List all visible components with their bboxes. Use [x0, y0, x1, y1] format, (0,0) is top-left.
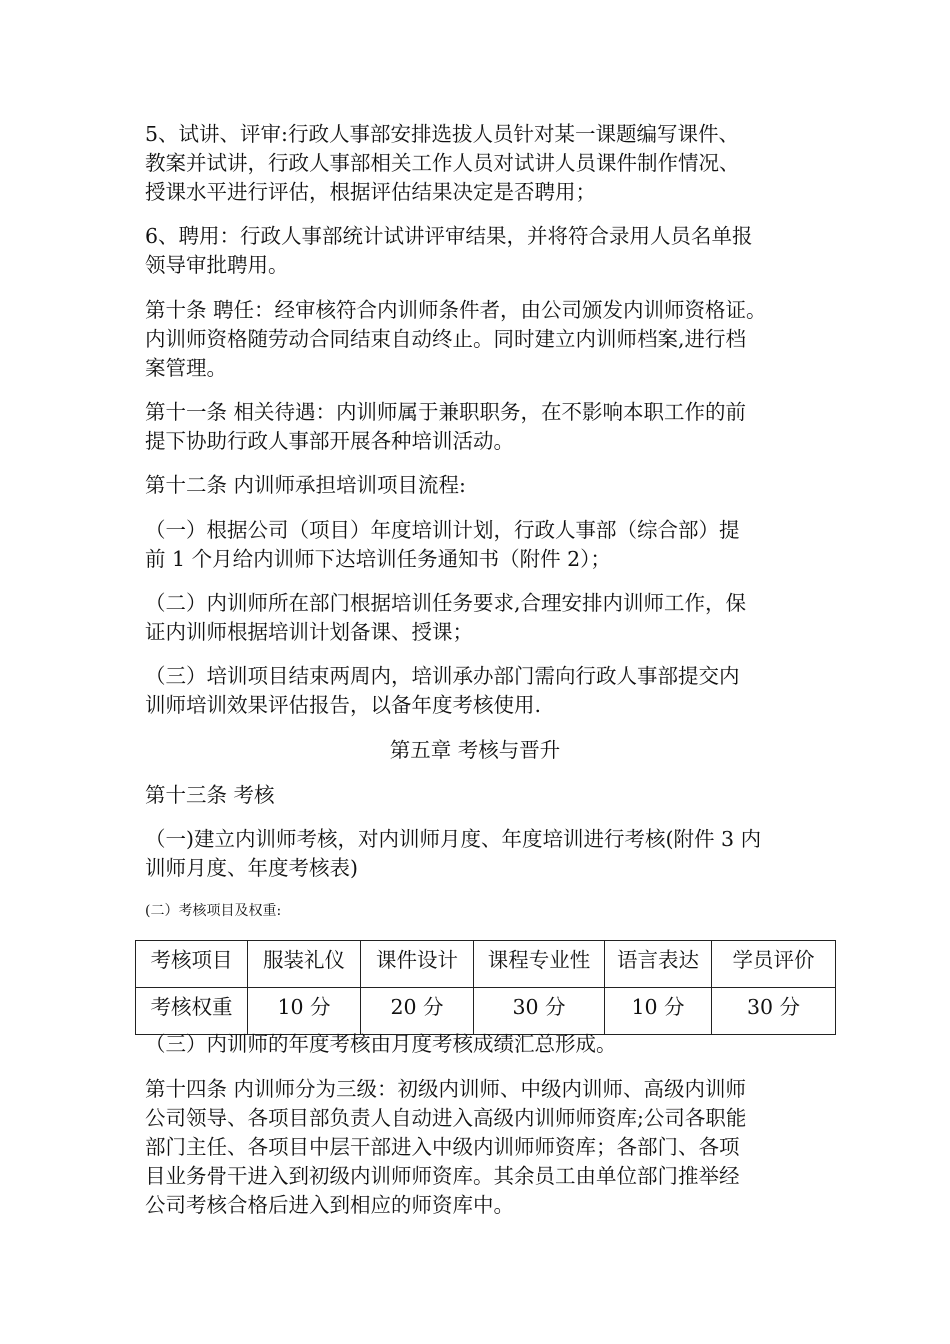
table-cell: 考核项目 [136, 941, 248, 988]
table-cell: 考核权重 [136, 988, 248, 1035]
table-row [136, 988, 836, 1035]
text-line: 教案并试讲，行政人事部相关工作人员对试讲人员课件制作情况、 [145, 151, 740, 175]
text-line: 内训师资格随劳动合同结束自动终止。同时建立内训师档案,进行档 [145, 327, 747, 351]
text-line: 授课水平进行评估，根据评估结果决定是否聘用； [145, 180, 596, 204]
paragraph-process-2 [145, 589, 825, 647]
text-line: 第十四条 内训师分为三级：初级内训师、中级内训师、高级内训师 [145, 1077, 747, 1101]
article-13-item-3 [145, 1030, 825, 1059]
table-cell: 语言表达 [605, 941, 712, 988]
table-cell: 10 分 [248, 988, 361, 1035]
text-line: 训师培训效果评估报告，以备年度考核使用. [145, 693, 542, 717]
text-line: （三）培训项目结束两周内，培训承办部门需向行政人事部提交内 [145, 664, 740, 688]
table-header-row [136, 941, 836, 988]
text-line: 6、聘用：行政人事部统计试讲评审结果，并将符合录用人员名单报 [145, 224, 753, 248]
text-line: 5、试讲、评审:行政人事部安排选拔人员针对某一课题编写课件、 [145, 122, 739, 146]
article-13-item-2: (二）考核项目及权重: [145, 903, 282, 919]
text-line: 目业务骨干进入到初级内训师师资库。其余员工由单位部门推举经 [145, 1164, 740, 1188]
text-line: 第十一条 相关待遇：内训师属于兼职职务，在不影响本职工作的前 [145, 400, 747, 424]
paragraph-article-10 [145, 296, 825, 383]
paragraph-article-11 [145, 398, 825, 456]
paragraph-trial-review [145, 120, 825, 207]
text-line: 提下协助行政人事部开展各种培训活动。 [145, 429, 514, 453]
text-line: （一)建立内训师考核，对内训师月度、年度培训进行考核(附件 3 内 [145, 827, 762, 851]
chapter-heading: 第五章 考核与晋升 [389, 738, 561, 762]
paragraph-article-14 [145, 1075, 825, 1220]
table-cell: 10 分 [605, 988, 712, 1035]
text-line: 训师月度、年度考核表) [145, 856, 358, 880]
text-line: 案管理。 [145, 356, 227, 380]
table-cell: 课件设计 [361, 941, 474, 988]
text-line: 第十二条 内训师承担培训项目流程: [145, 473, 466, 497]
table-cell: 20 分 [361, 988, 474, 1035]
table-cell: 服装礼仪 [248, 941, 361, 988]
text-line: 前 1 个月给内训师下达培训任务通知书（附件 2）； [145, 547, 611, 571]
text-line: （三）内训师的年度考核由月度考核成绩汇总形成。 [145, 1032, 617, 1056]
article-13-item-1 [145, 825, 825, 883]
table-cell: 课程专业性 [474, 941, 605, 988]
text-line: 公司领导、各项目部负责人自动进入高级内训师师资库;公司各职能 [145, 1106, 747, 1130]
paragraph-process-3 [145, 662, 825, 720]
text-line: 第十条 聘任：经审核符合内训师条件者，由公司颁发内训师资格证。 [145, 298, 767, 322]
article-13-title [145, 781, 825, 810]
paragraph-article-12 [145, 471, 825, 500]
text-line: 领导审批聘用。 [145, 253, 289, 277]
paragraph-process-1 [145, 516, 825, 574]
text-line: 第十三条 考核 [145, 783, 275, 807]
table-cell: 30 分 [474, 988, 605, 1035]
text-line: 部门主任、各项目中层干部进入中级内训师师资库；各部门、各项 [145, 1135, 740, 1159]
text-line: 证内训师根据培训计划备课、授课； [145, 620, 473, 644]
text-line: （二）内训师所在部门根据培训任务要求,合理安排内训师工作，保 [145, 591, 747, 615]
text-line: 公司考核合格后进入到相应的师资库中。 [145, 1193, 514, 1217]
assessment-weights-table [135, 940, 836, 1035]
paragraph-hiring [145, 222, 825, 280]
table-cell: 30 分 [712, 988, 836, 1035]
table-cell: 学员评价 [712, 941, 836, 988]
text-line: （一）根据公司（项目）年度培训计划，行政人事部（综合部）提 [145, 518, 740, 542]
